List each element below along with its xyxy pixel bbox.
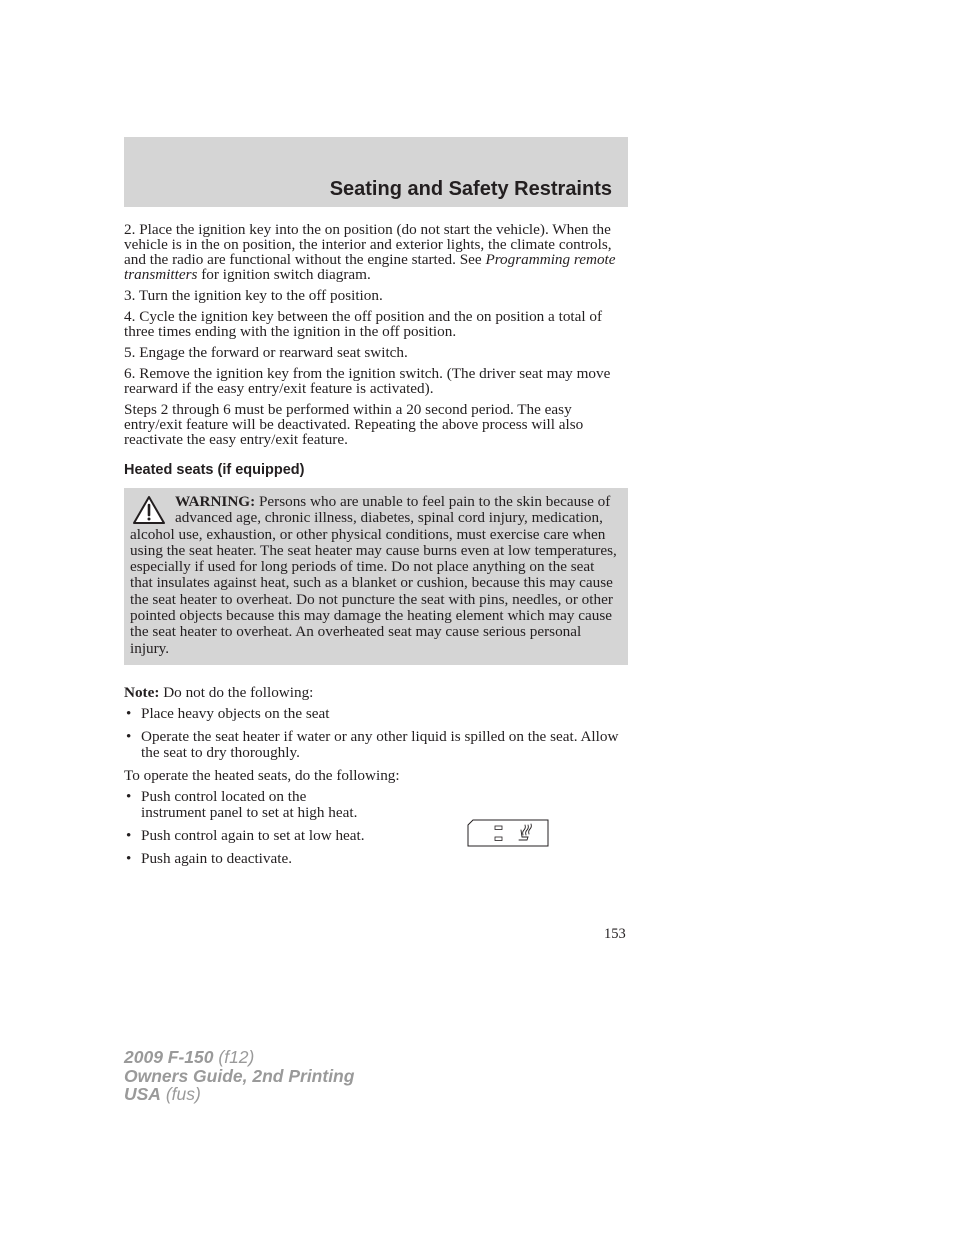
list-item: • Push control again to set at low heat. <box>124 828 624 844</box>
steps-summary: Steps 2 through 6 must be performed within a 20 second period. The easy entry/exit feature will be deactivated. Repeating the above process will also reactivate the easy entry/exit feature. <box>124 401 584 448</box>
operate-list <box>124 789 624 867</box>
warning-text: Persons who are unable to feel pain to the skin because of advanced age, chronic illness, diabetes, spinal cord injury, medication, alcohol use, exhaustion, or other physical conditions, must exercise care when using the seat heater. The seat heater may cause burns even at low temperatures, especially if used for long periods of time. Do not place anything on the seat that insulates against heat, such as a blanket or cushion, because this may cause the seat heater to overheat. Do not puncture the seat with pins, needles, or other pointed objects because this may damage the heating element which may cause the seat heater to overheat. An overheated seat may cause serious personal injury. <box>130 493 617 657</box>
section-heading: Heated seats (if equipped) <box>124 462 305 478</box>
chapter-header-band <box>124 137 628 207</box>
warning-box <box>124 488 628 665</box>
operate-intro: To operate the heated seats, do the following: <box>124 766 400 784</box>
footer-guide: Owners Guide, 2nd Printing <box>124 1065 355 1086</box>
warning-triangle-icon <box>132 495 166 525</box>
step-2: 2. Place the ignition key into the on position (do not start the vehicle). When the vehicle is in the on position, the interior and exterior lights, the climate controls, and the radio are functional without the engine started. See Programming remote transmitters for ignition switch diagram. <box>124 221 616 283</box>
page-number: 153 <box>604 926 626 942</box>
list-item: • Push control located on the instrument panel to set at high heat. <box>124 789 371 821</box>
footer-model: 2009 F-150 (f12) <box>124 1047 255 1067</box>
list-item: • Push again to deactivate. <box>124 851 624 867</box>
step-4: 4. Cycle the ignition key between the off position and the on position a total of three times ending with the ignition in the off position. <box>124 308 603 340</box>
note-label: Note: <box>124 683 160 701</box>
chapter-title: Seating and Safety Restraints <box>329 178 612 200</box>
list-item: • Place heavy objects on the seat <box>124 706 624 722</box>
donts-list <box>124 706 624 761</box>
list-item: • Operate the seat heater if water or any other liquid is spilled on the seat. Allow the seat to dry thoroughly. <box>124 729 624 761</box>
footer-region: USA (fus) <box>124 1084 201 1104</box>
document-footer <box>124 1048 354 1104</box>
warning-label: WARNING: <box>175 493 256 510</box>
note: Note: Do not do the following: <box>124 683 314 701</box>
step-5: 5. Engage the forward or rearward seat switch. <box>124 344 408 361</box>
page-content <box>124 222 624 874</box>
heated-seat-control <box>467 819 549 847</box>
cross-reference: Programming remote transmitters <box>124 251 616 283</box>
step-3: 3. Turn the ignition key to the off position. <box>124 287 383 304</box>
step-6: 6. Remove the ignition key from the ignition switch. (The driver seat may move rearward if the easy entry/exit feature is activated). <box>124 365 611 397</box>
